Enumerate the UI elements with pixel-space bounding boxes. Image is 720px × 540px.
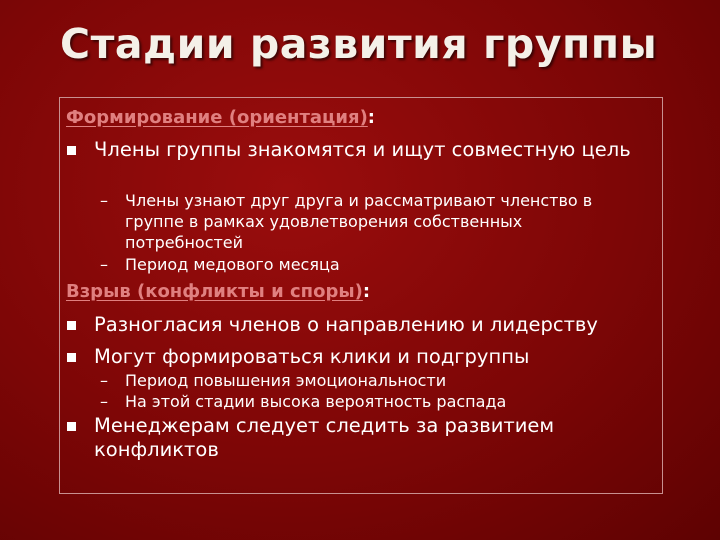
- sub-bullet-item: [100, 190, 645, 253]
- slide-title: Стадии развития группы: [60, 20, 658, 68]
- section-heading-colon: :: [362, 281, 371, 302]
- section-heading-colon: :: [367, 107, 375, 128]
- section-heading-forming: [66, 107, 375, 128]
- section-heading-text: Формирование (ориентация): [66, 107, 368, 128]
- bullet-item: [66, 313, 654, 337]
- sub-bullet-item: [100, 254, 645, 275]
- bullet-item: [66, 138, 654, 162]
- dash-bullet-icon: –: [100, 191, 108, 210]
- bullet-text: Разногласия членов о направлению и лидерству: [94, 313, 598, 336]
- sub-bullet-text: Члены узнают друг друга и рассматривают членство в группе в рамках удовлетворения собственных потребностей: [125, 191, 593, 252]
- dash-bullet-icon: –: [100, 255, 108, 274]
- square-bullet-icon: [67, 146, 76, 155]
- section-heading-storming: [66, 281, 370, 302]
- sub-bullet-item: [100, 370, 645, 391]
- dash-bullet-icon: –: [100, 371, 108, 390]
- square-bullet-icon: [67, 321, 76, 330]
- sub-bullet-item: [100, 391, 645, 412]
- square-bullet-icon: [67, 422, 76, 431]
- sub-bullet-text: На этой стадии высока вероятность распада: [125, 392, 507, 411]
- bullet-item: [66, 414, 594, 462]
- dash-bullet-icon: –: [100, 392, 108, 411]
- bullet-text: Менеджерам следует следить за развитием конфликтов: [94, 414, 555, 461]
- bullet-text: Могут формироваться клики и подгруппы: [94, 345, 530, 368]
- section-heading-text: Взрыв (конфликты и споры): [66, 281, 363, 302]
- bullet-item: [66, 345, 654, 369]
- sub-bullet-text: Период повышения эмоциональности: [125, 371, 447, 390]
- bullet-text: Члены группы знакомятся и ищут совместную цель: [94, 138, 631, 161]
- sub-bullet-text: Период медового месяца: [125, 255, 340, 274]
- square-bullet-icon: [67, 353, 76, 362]
